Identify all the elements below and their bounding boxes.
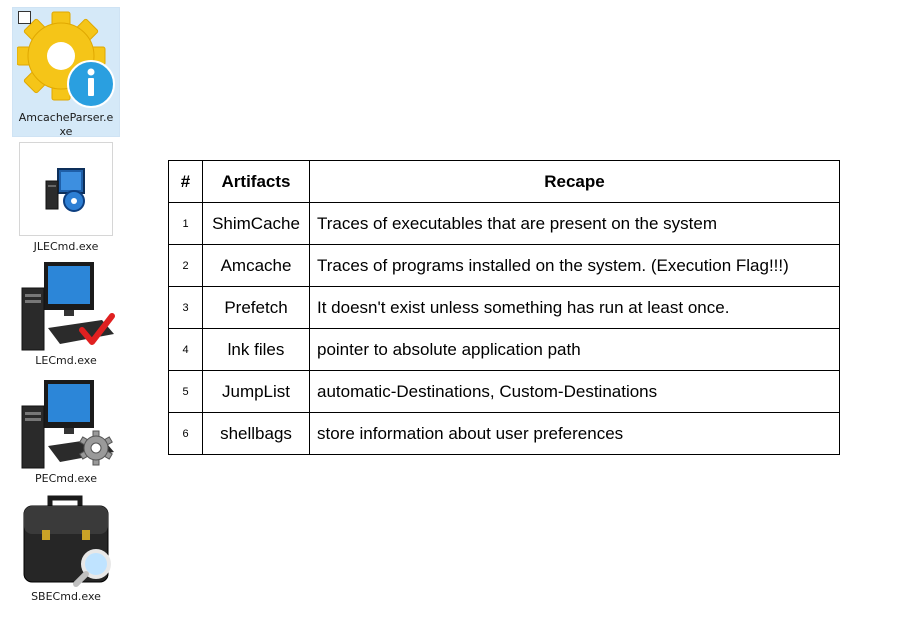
desktop-icon-sbecmd[interactable] (12, 492, 120, 604)
table-header-row (169, 161, 840, 203)
desktop-icon-pecmd[interactable] (12, 376, 120, 486)
row-recap: automatic-Destinations, Custom-Destinations (310, 371, 840, 413)
row-artifact: Prefetch (203, 287, 310, 329)
row-recap: store information about user preferences (310, 413, 840, 455)
icon-thumbnail (19, 142, 113, 236)
briefcase-search-icon (16, 492, 116, 590)
row-recap: Traces of executables that are present on the system (310, 203, 840, 245)
row-artifact: Amcache (203, 245, 310, 287)
row-recap: Traces of programs installed on the system. (Execution Flag!!!) (310, 245, 840, 287)
row-recap: pointer to absolute application path (310, 329, 840, 371)
table-row (169, 371, 840, 413)
row-artifact: JumpList (203, 371, 310, 413)
icon-label: JLECmd.exe (33, 240, 99, 253)
row-number: 6 (169, 413, 203, 455)
table-row (169, 287, 840, 329)
icon-label: SBECmd.exe (31, 590, 101, 603)
artifacts-table (168, 160, 840, 455)
table-row (169, 203, 840, 245)
row-number: 4 (169, 329, 203, 371)
header-recape: Recape (310, 161, 840, 203)
header-number: # (169, 161, 203, 203)
icon-label: PECmd.exe (35, 472, 97, 485)
row-number: 5 (169, 371, 203, 413)
table-row (169, 245, 840, 287)
gear-info-icon (17, 10, 115, 110)
desktop-icon-jlecmd[interactable] (12, 142, 120, 254)
icon-label: AmcacheParser.exe (18, 111, 114, 138)
icon-label: LECmd.exe (35, 354, 97, 367)
row-number: 1 (169, 203, 203, 245)
row-recap: It doesn't exist unless something has run at least once. (310, 287, 840, 329)
table-row (169, 329, 840, 371)
table-row (169, 413, 840, 455)
row-number: 2 (169, 245, 203, 287)
row-number: 3 (169, 287, 203, 329)
computer-gear-icon (16, 376, 116, 472)
desktop-icon-amcacheparser[interactable] (12, 7, 120, 137)
row-artifact: ShimCache (203, 203, 310, 245)
selection-checkbox[interactable] (18, 11, 31, 24)
row-artifact: shellbags (203, 413, 310, 455)
row-artifact: lnk files (203, 329, 310, 371)
header-artifacts: Artifacts (203, 161, 310, 203)
desktop-icon-lecmd[interactable] (12, 258, 120, 368)
computer-disc-icon (38, 161, 94, 217)
computer-check-icon (16, 258, 116, 354)
